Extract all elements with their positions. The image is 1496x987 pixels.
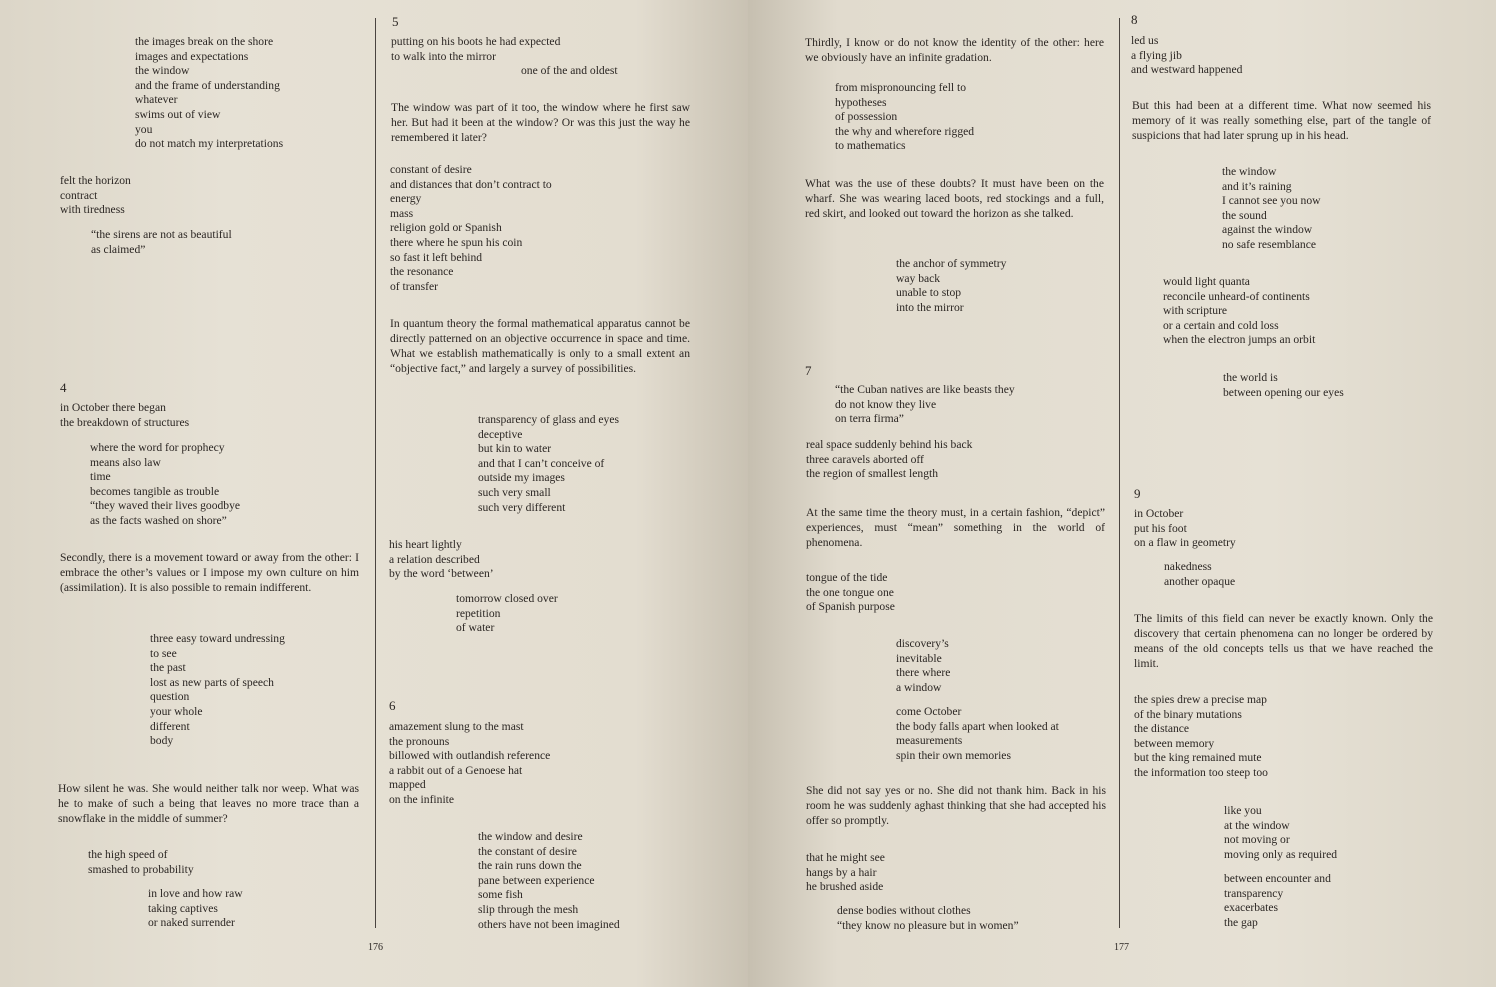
verse-line: there where he spun his coin <box>390 235 523 249</box>
verse-line: outside my images <box>478 471 565 485</box>
verse-line: hangs by a hair <box>806 865 877 879</box>
verse-line: real space suddenly behind his back <box>806 438 973 451</box>
verse-line: three caravels aborted off <box>806 452 924 466</box>
verse-line: “the sirens are not as beautiful <box>91 228 232 241</box>
stanza <box>1131 34 1242 78</box>
verse-line: tongue of the tide <box>806 571 888 584</box>
verse-line: repetition <box>456 606 501 620</box>
stanza <box>1223 371 1344 400</box>
prose-paragraph: How silent he was. She would neither talk nor weep. What was he to make of such a being that leaves no more trace than a snowflake in the middle of summer? <box>58 782 359 825</box>
verse-line: the rain runs down the <box>478 859 582 873</box>
verse-line: as the facts washed on shore” <box>90 513 227 527</box>
stanza <box>390 163 552 294</box>
verse-line: felt the horizon <box>60 174 131 187</box>
verse-line: different <box>150 719 190 733</box>
verse-line: the spies drew a precise map <box>1134 693 1267 706</box>
prose-paragraph: What was the use of these doubts? It must have been on the wharf. She was wearing laced boots, red stockings and a full, red skirt, and looked out toward the horizon as she talked. <box>805 177 1104 220</box>
verse-line: the constant of desire <box>478 844 577 858</box>
stanza <box>389 538 494 582</box>
section-number: 5 <box>392 14 399 29</box>
verse-line: of Spanish purpose <box>806 600 895 614</box>
prose-paragraph: She did not say yes or no. She did not thank him. Back in his room he was suddenly aghast thinking that she had accepted his offer so promptly. <box>806 784 1106 827</box>
verse-line: inevitable <box>896 651 942 665</box>
verse-line: exacerbates <box>1224 901 1279 915</box>
verse-line: the window <box>1222 165 1277 178</box>
verse-line: the information too steep too <box>1134 765 1268 779</box>
stanza <box>1134 693 1268 781</box>
verse-line: dense bodies without clothes <box>837 904 971 917</box>
verse-line: putting on his boots he had expected <box>391 35 561 48</box>
verse-line: tomorrow closed over <box>456 592 558 605</box>
verse-line: taking captives <box>148 901 218 915</box>
verse-line: the region of smallest length <box>806 467 939 481</box>
verse-line: energy <box>390 192 422 206</box>
stanza <box>90 441 240 529</box>
verse-line: the pronouns <box>389 734 450 748</box>
verse-line: between opening our eyes <box>1223 385 1344 399</box>
verse-line: would light quanta <box>1163 275 1250 288</box>
page-number: 176 <box>368 942 383 953</box>
verse-line: the window <box>135 64 190 78</box>
verse-line: like you <box>1224 804 1262 817</box>
stanza <box>1134 507 1236 551</box>
verse-line: on terra firma” <box>835 412 904 426</box>
stanza <box>835 383 1015 427</box>
verse-line: I cannot see you now <box>1222 194 1321 208</box>
section-number: 8 <box>1131 12 1138 27</box>
verse-line: not moving or <box>1224 833 1290 847</box>
verse-line: with scripture <box>1163 304 1228 318</box>
stanza <box>91 228 232 257</box>
verse-line: becomes tangible as trouble <box>90 484 220 498</box>
verse-line: amazement slung to the mast <box>389 720 524 733</box>
section-number: 6 <box>389 698 396 713</box>
section-number: 4 <box>60 380 67 395</box>
verse-line: the past <box>150 661 186 675</box>
verse-line: the gap <box>1224 915 1258 929</box>
verse-line: on the infinite <box>389 792 455 806</box>
verse-line: in October <box>1134 507 1184 520</box>
stanza <box>837 904 1019 933</box>
verse-line: at the window <box>1224 818 1290 832</box>
stanza <box>88 848 194 877</box>
verse-line: such very small <box>478 485 551 499</box>
verse-line: a relation described <box>389 552 480 566</box>
verse-line: unable to stop <box>896 286 962 300</box>
verse-line: images and expectations <box>135 49 249 63</box>
prose-paragraph: Thirdly, I know or do not know the identity of the other: here we obviously have an infinite gradation. <box>805 36 1104 64</box>
verse-line: from mispronouncing fell to <box>835 81 967 94</box>
stanza <box>806 571 895 615</box>
verse-line: billowed with outlandish reference <box>389 749 551 763</box>
stanza <box>896 705 1059 763</box>
verse-line: a flying jib <box>1131 48 1182 62</box>
stanza <box>60 401 189 430</box>
verse-line: the high speed of <box>88 848 168 861</box>
verse-line: pane between experience <box>478 873 595 887</box>
verse-line: where the word for prophecy <box>90 441 225 454</box>
verse-line: the breakdown of structures <box>60 415 190 429</box>
prose-paragraph: The limits of this field can never be exactly known. Only the discovery that certain phenomena can no longer be ordered by means of the old concepts tells us that we have reached the limit. <box>1134 612 1433 670</box>
verse-line: whatever <box>135 93 178 107</box>
verse-line: the why and wherefore rigged <box>835 124 975 138</box>
verse-line: and westward happened <box>1131 63 1243 77</box>
verse-line: against the window <box>1222 223 1313 237</box>
verse-line: contract <box>60 188 98 202</box>
stanza <box>835 81 974 154</box>
stanza <box>150 632 285 749</box>
verse-line: and it’s raining <box>1222 179 1292 193</box>
verse-line: spin their own memories <box>896 748 1011 762</box>
verse-line: the resonance <box>390 265 454 279</box>
stanza-line: one of the and oldest <box>521 64 618 77</box>
verse-line: of transfer <box>390 279 438 293</box>
verse-line: discovery’s <box>896 637 949 650</box>
stanza <box>60 174 131 218</box>
verse-line: deceptive <box>478 427 523 441</box>
verse-line: and the frame of understanding <box>135 78 280 92</box>
section-number: 7 <box>805 363 812 378</box>
verse-line: in October there began <box>60 401 166 414</box>
stanza <box>896 637 950 695</box>
verse-line: come October <box>896 705 962 718</box>
verse-line: means also law <box>90 455 161 469</box>
verse-line: “they waved their lives goodbye <box>90 499 241 513</box>
verse-line: “the Cuban natives are like beasts they <box>835 383 1015 396</box>
verse-line: moving only as required <box>1224 847 1338 861</box>
verse-line: smashed to probability <box>88 862 194 876</box>
verse-line: put his foot <box>1134 521 1187 535</box>
verse-line: between memory <box>1134 736 1215 750</box>
verse-line: the anchor of symmetry <box>896 257 1007 270</box>
verse-line: that he might see <box>806 851 885 864</box>
verse-line: when the electron jumps an orbit <box>1163 333 1316 347</box>
verse-line: some fish <box>478 888 523 902</box>
verse-line: measurements <box>896 734 963 748</box>
stanza <box>1163 275 1315 348</box>
verse-line: constant of desire <box>390 163 472 176</box>
stanza <box>389 720 550 808</box>
verse-line: others have not been imagined <box>478 917 620 931</box>
verse-line: transparency of glass and eyes <box>478 413 620 426</box>
verse-line: and that I can’t conceive of <box>478 456 605 470</box>
prose-paragraph: In quantum theory the formal mathematical apparatus cannot be directly patterned on an objective occurrence in space and time. What we establish mathematically is only to a small extent an “objective fact,” and largely a survey of possibilities. <box>390 317 690 375</box>
verse-line: three easy toward undressing <box>150 632 285 645</box>
verse-line: on a flaw in geometry <box>1134 536 1236 550</box>
right-column-rule <box>1119 18 1120 928</box>
section-number: 9 <box>1134 486 1141 501</box>
verse-line: to see <box>150 646 177 660</box>
verse-line: your whole <box>150 704 203 718</box>
stanza <box>135 35 283 152</box>
verse-line: swims out of view <box>135 107 221 121</box>
prose-paragraph: The window was part of it too, the window where he first saw her. But had it been at the window? Or was this just the way he remembered it later? <box>391 101 690 144</box>
page-number: 177 <box>1114 942 1129 953</box>
verse-line: there where <box>896 666 951 680</box>
verse-line: so fast it left behind <box>390 250 483 264</box>
verse-line: time <box>90 470 111 484</box>
stanza <box>806 438 972 482</box>
verse-line: by the word ‘between’ <box>389 567 494 581</box>
verse-line: or naked surrender <box>148 916 235 930</box>
verse-line: body <box>150 734 174 748</box>
verse-line: do not know they live <box>835 397 937 411</box>
stanza <box>1224 872 1331 930</box>
stanza <box>1222 165 1321 253</box>
stanza <box>1164 560 1235 589</box>
verse-line: no safe resemblance <box>1222 237 1316 251</box>
verse-line: into the mirror <box>896 300 964 314</box>
verse-line: with tiredness <box>60 203 125 217</box>
verse-line: but kin to water <box>478 442 552 456</box>
prose-paragraph: Secondly, there is a movement toward or away from the other: I embrace the other’s values or I impose my own culture on him (assimilation). It is also possible to remain indifferent. <box>60 551 359 594</box>
verse-line: hypotheses <box>835 95 887 109</box>
verse-line: as claimed” <box>91 242 146 256</box>
verse-line: to mathematics <box>835 139 906 153</box>
verse-line: another opaque <box>1164 574 1236 588</box>
stanza <box>456 592 558 636</box>
stanza <box>478 830 620 932</box>
verse-line: of possession <box>835 110 898 124</box>
verse-line: mapped <box>389 778 426 792</box>
verse-line: of water <box>456 621 495 635</box>
verse-line: you <box>135 122 153 136</box>
verse-line: in love and how raw <box>148 887 243 900</box>
verse-line: a window <box>896 680 942 694</box>
verse-line: nakedness <box>1164 560 1212 573</box>
prose-paragraph: But this had been at a different time. What now seemed his memory of it was really something else, part of the tangle of suspicions that had later sprung up in his head. <box>1132 99 1431 142</box>
verse-line: do not match my interpretations <box>135 137 284 151</box>
verse-line: of the binary mutations <box>1134 707 1242 721</box>
verse-line: the sound <box>1222 208 1267 222</box>
verse-line: or a certain and cold loss <box>1163 318 1279 332</box>
verse-line: he brushed aside <box>806 880 884 894</box>
verse-line: his heart lightly <box>389 538 462 551</box>
verse-line: the images break on the shore <box>135 35 274 48</box>
stanza <box>806 851 885 895</box>
verse-line: but the king remained mute <box>1134 751 1262 765</box>
verse-line: “they know no pleasure but in women” <box>837 918 1019 932</box>
stanza <box>478 413 619 515</box>
stanza <box>391 35 560 64</box>
verse-line: such very different <box>478 500 566 514</box>
verse-line: reconcile unheard-of continents <box>1163 289 1310 303</box>
verse-line: the window and desire <box>478 830 583 843</box>
stanza <box>896 257 1006 315</box>
verse-line: the body falls apart when looked at <box>896 719 1059 733</box>
verse-line: to walk into the mirror <box>391 49 496 63</box>
prose-paragraph: At the same time the theory must, in a certain fashion, “depict” experiences, must “mean” something in the world of phenomena. <box>806 506 1105 549</box>
verse-line: a rabbit out of a Genoese hat <box>389 763 523 777</box>
verse-line: way back <box>896 271 941 285</box>
verse-line: religion gold or Spanish <box>390 221 502 235</box>
verse-line: the one tongue one <box>806 585 894 599</box>
stanza <box>148 887 243 931</box>
verse-line: between encounter and <box>1224 872 1331 885</box>
left-column-rule <box>375 18 376 928</box>
verse-line: mass <box>390 206 414 220</box>
verse-line: question <box>150 690 190 704</box>
verse-line: and distances that don’t contract to <box>390 177 552 191</box>
verse-line: transparency <box>1224 886 1284 900</box>
verse-line: lost as new parts of speech <box>150 675 274 689</box>
verse-line: led us <box>1131 34 1159 47</box>
verse-line: the world is <box>1223 371 1278 384</box>
verse-line: slip through the mesh <box>478 902 579 916</box>
verse-line: the distance <box>1134 722 1190 736</box>
stanza <box>1224 804 1337 862</box>
